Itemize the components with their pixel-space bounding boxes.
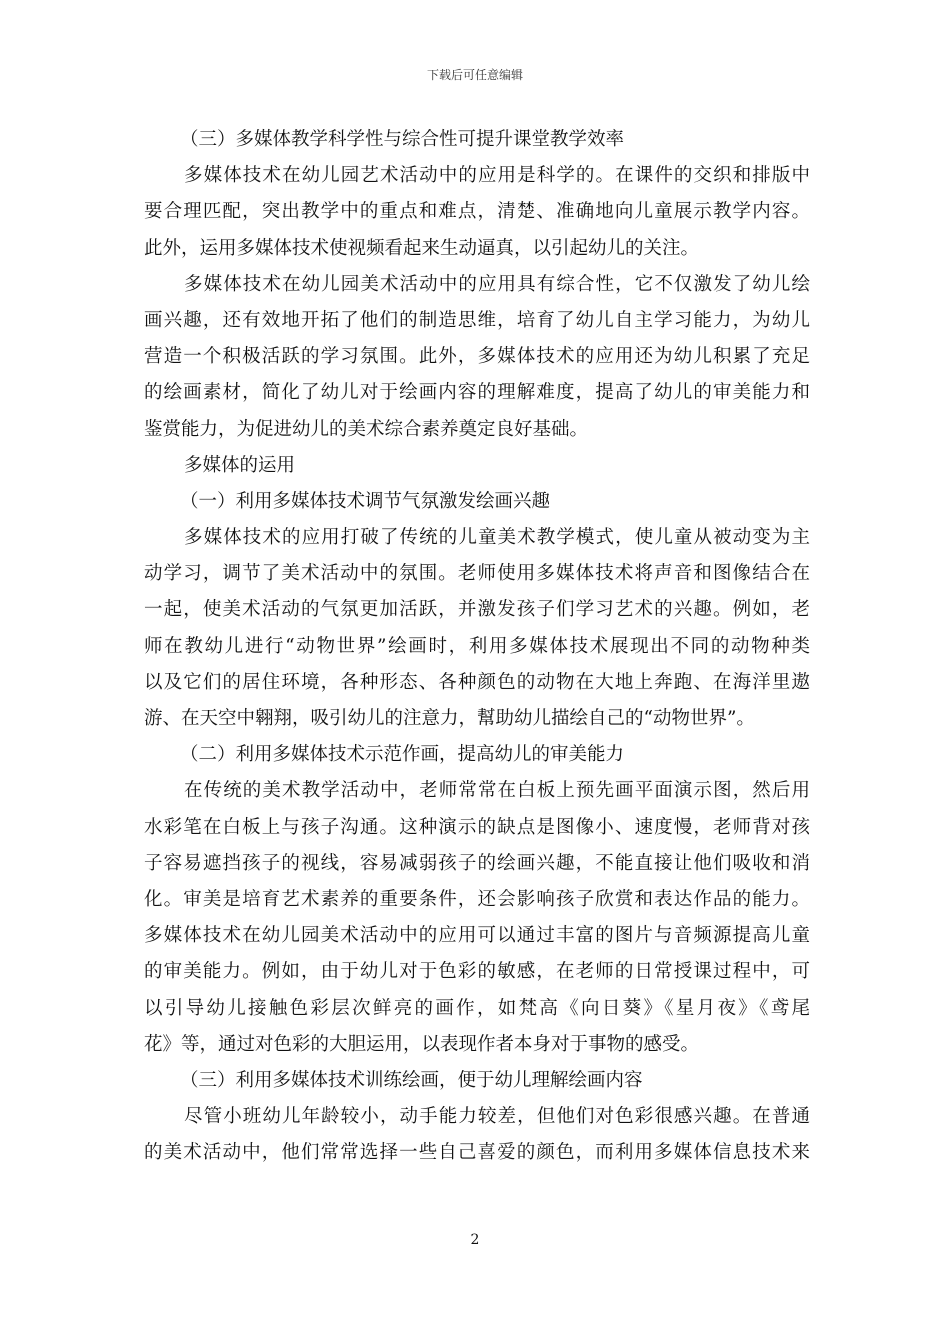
text-line: 以引导幼儿接触色彩层次鲜亮的画作，如梵高《向日葵》《星月夜》《鸢尾 <box>144 997 810 1019</box>
text-line: 花》等，通过对色彩的大胆运用，以表现作者本身对于事物的感受。 <box>144 1033 700 1055</box>
document-body <box>144 122 810 1171</box>
page-header-note: 下载后可任意编辑 <box>426 68 523 82</box>
text-line: 多媒体技术在幼儿园美术活动中的应用具有综合性，它不仅激发了幼儿绘 <box>184 273 810 295</box>
text-line: 师在教幼儿进行“动物世界”绘画时，利用多媒体技术展现出不同的动物种类 <box>144 635 810 657</box>
text-line: 此外，运用多媒体技术使视频看起来生动逼真，以引起幼儿的关注。 <box>144 237 700 259</box>
text-line: 在传统的美术教学活动中，老师常常在白板上预先画平面演示图，然后用 <box>184 780 810 802</box>
text-line: 水彩笔在白板上与孩子沟通。这种演示的缺点是图像小、速度慢，老师背对孩 <box>144 816 810 838</box>
text-line: 鉴赏能力，为促进幼儿的美术综合素养奠定良好基础。 <box>144 418 589 440</box>
text-line: 游、在天空中翱翔，吸引幼儿的注意力，幫助幼儿描绘自己的“动物世界”。 <box>144 708 755 729</box>
text-line: 营造一个积极活跃的学习氛围。此外，多媒体技术的应用还为幼儿积累了充足 <box>144 346 810 368</box>
page-number: 2 <box>470 1232 480 1248</box>
text-line: 一起，使美术活动的气氛更加活跃，并激发孩子们学习艺术的兴趣。例如，老 <box>144 599 810 621</box>
text-line: 多媒体的运用 <box>184 454 296 476</box>
text-line: （一）利用多媒体技术调节气氛激发绘画兴趣 <box>180 490 551 512</box>
text-line: 的美术活动中，他们常常选择一些自己喜爱的颜色，而利用多媒体信息技术来 <box>144 1142 810 1164</box>
text-line: （二）利用多媒体技术示范作画，提高幼儿的审美能力 <box>180 744 625 766</box>
text-line: 多媒体技术的应用打破了传统的儿童美术教学模式，使儿童从被动变为主 <box>184 527 810 549</box>
text-line: 子容易遮挡孩子的视线，容易减弱孩子的绘画兴趣，不能直接让他们吸收和消 <box>144 852 810 874</box>
text-line: 要合理匹配，突出教学中的重点和难点，清楚、准确地向儿童展示教学内容。 <box>144 201 810 223</box>
text-line: 化。审美是培育艺术素养的重要条件，还会影响孩子欣赏和表达作品的能力。 <box>144 888 810 910</box>
text-line: 的绘画素材，简化了幼儿对于绘画内容的理解难度，提高了幼儿的审美能力和 <box>144 382 810 404</box>
text-line: 多媒体技术在幼儿园艺术活动中的应用是科学的。在课件的交织和排版中 <box>184 165 810 187</box>
text-line: 尽管小班幼儿年龄较小，动手能力较差，但他们对色彩很感兴趣。在普通 <box>184 1106 810 1128</box>
text-line: 的审美能力。例如，由于幼儿对于色彩的敏感，在老师的日常授课过程中，可 <box>144 961 810 983</box>
text-line: 动学习，调节了美术活动中的氛围。老师使用多媒体技术将声音和图像结合在 <box>144 563 810 585</box>
text-line: 画兴趣，还有效地开拓了他们的制造思维，培育了幼儿自主学习能力，为幼儿 <box>144 309 810 331</box>
text-line: （三）利用多媒体技术训练绘画，便于幼儿理解绘画内容 <box>180 1069 643 1091</box>
text-line: （三）多媒体教学科学性与综合性可提升课堂教学效率 <box>180 129 625 150</box>
text-line: 以及它们的居住环境，各种形态、各种颜色的动物在大地上奔跑、在海洋里遨 <box>144 671 810 693</box>
text-line: 多媒体技术在幼儿园美术活动中的应用可以通过丰富的图片与音频源提高儿童 <box>144 925 810 947</box>
